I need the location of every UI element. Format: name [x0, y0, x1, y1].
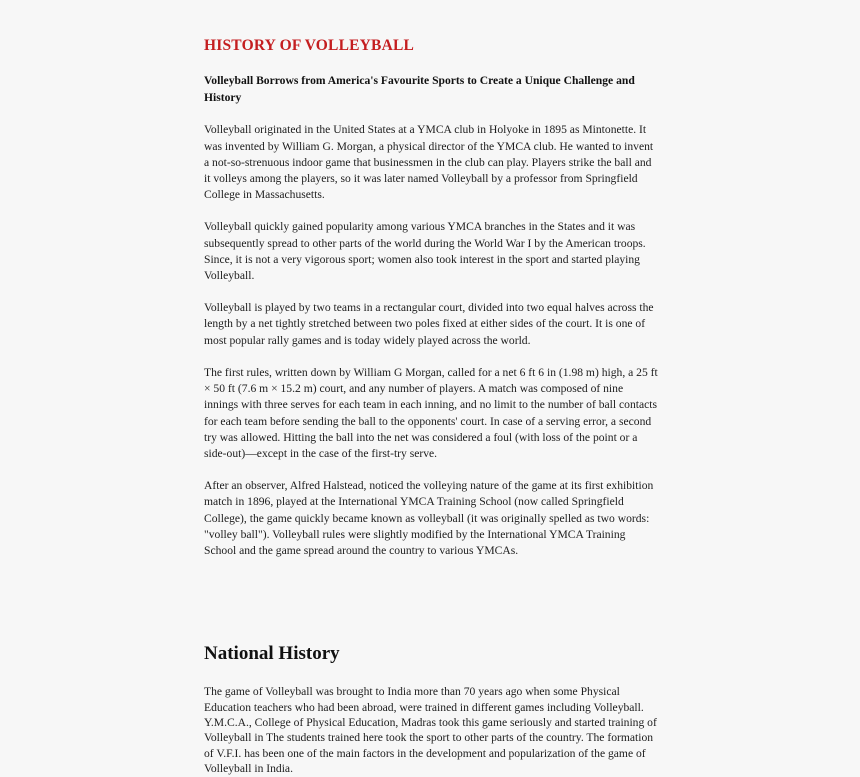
paragraph-popularity: Volleyball quickly gained popularity among various YMCA branches in the States and it was subsequently spread to other parts of the world during the World War I by the American troops. Since, it is not a very vigorous sport; women also took interest in the sport and started playing Volleyball. — [204, 220, 646, 283]
paragraph-origin: Volleyball originated in the United States at a YMCA club in Holyoke in 1895 as Mintonette. It was invented by William G. Morgan, a physical director of the YMCA club. He wanted to invent a not-so-strenuous indoor game that businessmen in the club can play. Players strike the ball and it volleys among the players, so it was later named Volleyball by a professor from Springfield College in Massachusetts. — [204, 123, 654, 202]
section-spacer — [204, 559, 658, 637]
document-subtitle: Volleyball Borrows from America's Favourite Sports to Create a Unique Challenge and History — [204, 74, 635, 104]
document-content — [204, 0, 658, 777]
paragraph-first-rules: The first rules, written down by William G Morgan, called for a net 6 ft 6 in (1.98 m) high, a 25 ft × 50 ft (7.6 m × 15.2 m) court, and any number of players. A match was composed of nine innings with three serves for each team in each inning, and no limit to the number of ball contacts for each team before sending the ball to the opponents' court. In case of a serving error, a second try was allowed. Hitting the ball into the net was considered a foul (with loss of the point or a side-out)—except in the case of the first-try serve. — [204, 365, 658, 460]
paragraph-naming: After an observer, Alfred Halstead, noticed the volleying nature of the game at its first exhibition match in 1896, played at the International YMCA Training School (now called Springfield College), the game quickly became known as volleyball (it was originally spelled as two words: "volley ball"). Volleyball rules were slightly modified by the International YMCA Training School and the game spread around the country to various YMCAs. — [204, 479, 654, 558]
section-heading-national-history: National History — [204, 643, 340, 665]
page-title: HISTORY OF VOLLEYBALL — [204, 37, 415, 54]
paragraph-national-history: The game of Volleyball was brought to India more than 70 years ago when some Physical Education teachers who had been abroad, were trained in different games including Volleyball. Y.M.C.A., College of Physical Education, Madras took this game seriously and started training of Volleyball in The students trained here took the sport to other parts of the country. The formation of V.F.I. has been one of the main factors in the development and popularization of the game of Volleyball in India. — [204, 685, 657, 776]
paragraph-gameplay: Volleyball is played by two teams in a rectangular court, divided into two equal halves across the length by a net tightly stretched between two poles fixed at either sides of the court. It is one of most popular rally games and is today widely played across the world. — [204, 301, 654, 347]
